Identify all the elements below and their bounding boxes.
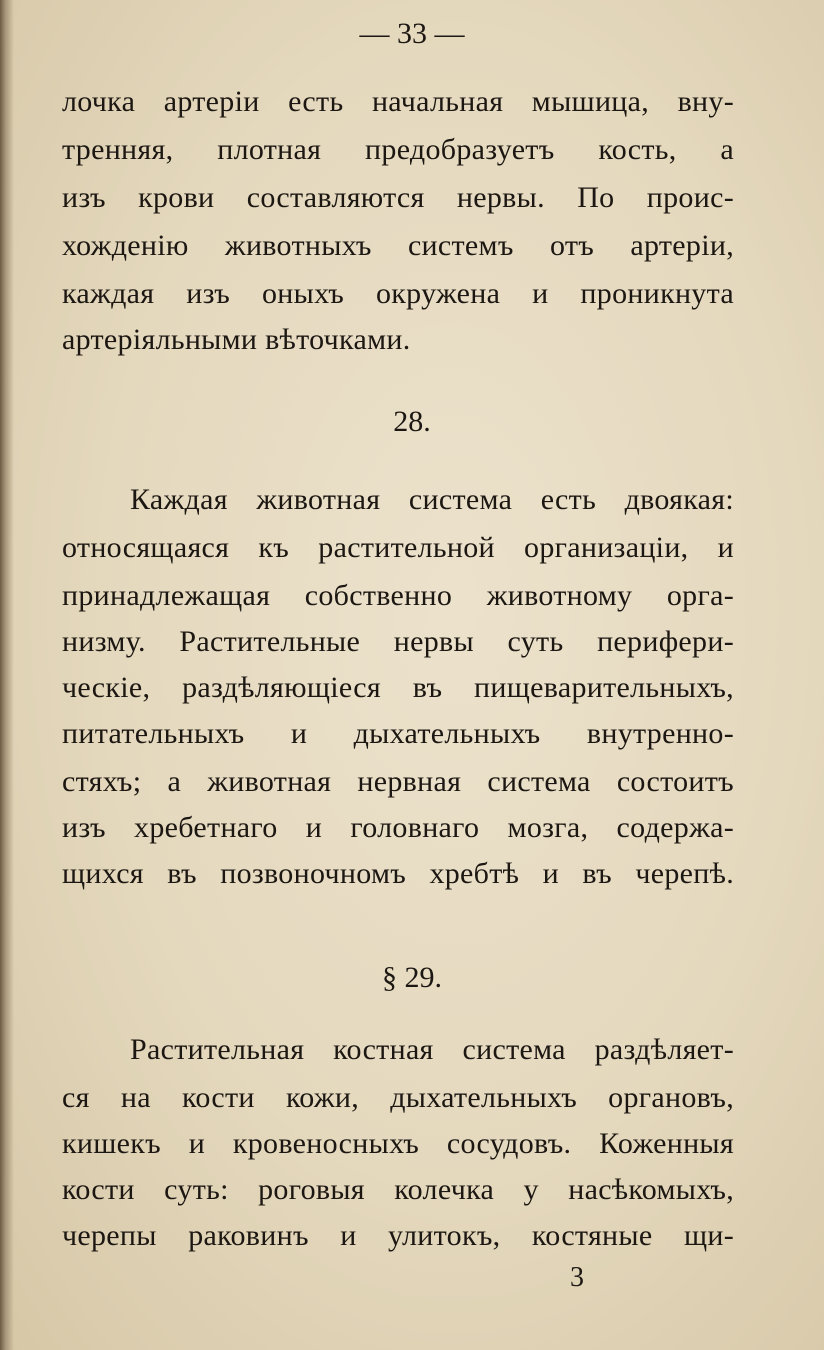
text-line: тренняя, плотная предобразуетъ кость, а: [62, 133, 734, 166]
text-line: питательныхъ и дыхательныхъ внутренно-: [62, 717, 734, 750]
section-number: 28.: [393, 405, 431, 438]
text-line: относящаяся къ растительной организаціи, и: [62, 531, 734, 564]
text-line: низму. Растительные нервы суть перифери-: [62, 625, 734, 658]
text-line: лочка артеріи есть начальная мышица, вну-: [62, 85, 734, 118]
text-line: кости суть: роговыя колечка у насѣкомыхъ,: [62, 1173, 734, 1206]
text-line: изъ хребетнаго и головнаго мозга, содержа-: [62, 811, 734, 844]
text-line: Каждая животная система есть двоякая:: [130, 483, 734, 516]
running-head: — 33 —: [359, 17, 465, 50]
text-line: каждая изъ оныхъ окружена и проникнута: [62, 277, 734, 310]
text-line: изъ крови составляются нервы. По проис-: [62, 181, 734, 214]
text-line: артеріяльными вѣточками.: [62, 323, 411, 356]
text-line: ся на кости кожи, дыхательныхъ органовъ,: [62, 1081, 734, 1114]
text-line: кишекъ и кровеносныхъ сосудовъ. Коженныя: [62, 1127, 734, 1160]
text-line: стяхъ; а животная нервная система состоитъ: [62, 765, 734, 798]
text-line: черепы раковинъ и улитокъ, костяные щи-: [62, 1219, 734, 1252]
binding-edge: [0, 0, 14, 1350]
signature-mark: 3: [570, 1262, 584, 1293]
text-line: принадлежащая собственно животному орга-: [62, 579, 734, 612]
text-line: щихся въ позвоночномъ хребтѣ и въ черепѣ.: [62, 857, 734, 890]
section-number: § 29.: [382, 961, 442, 994]
text-line: хожденію животныхъ системъ отъ артеріи,: [62, 229, 734, 262]
text-line: Растительная костная система раздѣляет-: [130, 1033, 734, 1066]
text-line: ческіе, раздѣляющіеся въ пищеварительныхъ,: [62, 671, 734, 704]
